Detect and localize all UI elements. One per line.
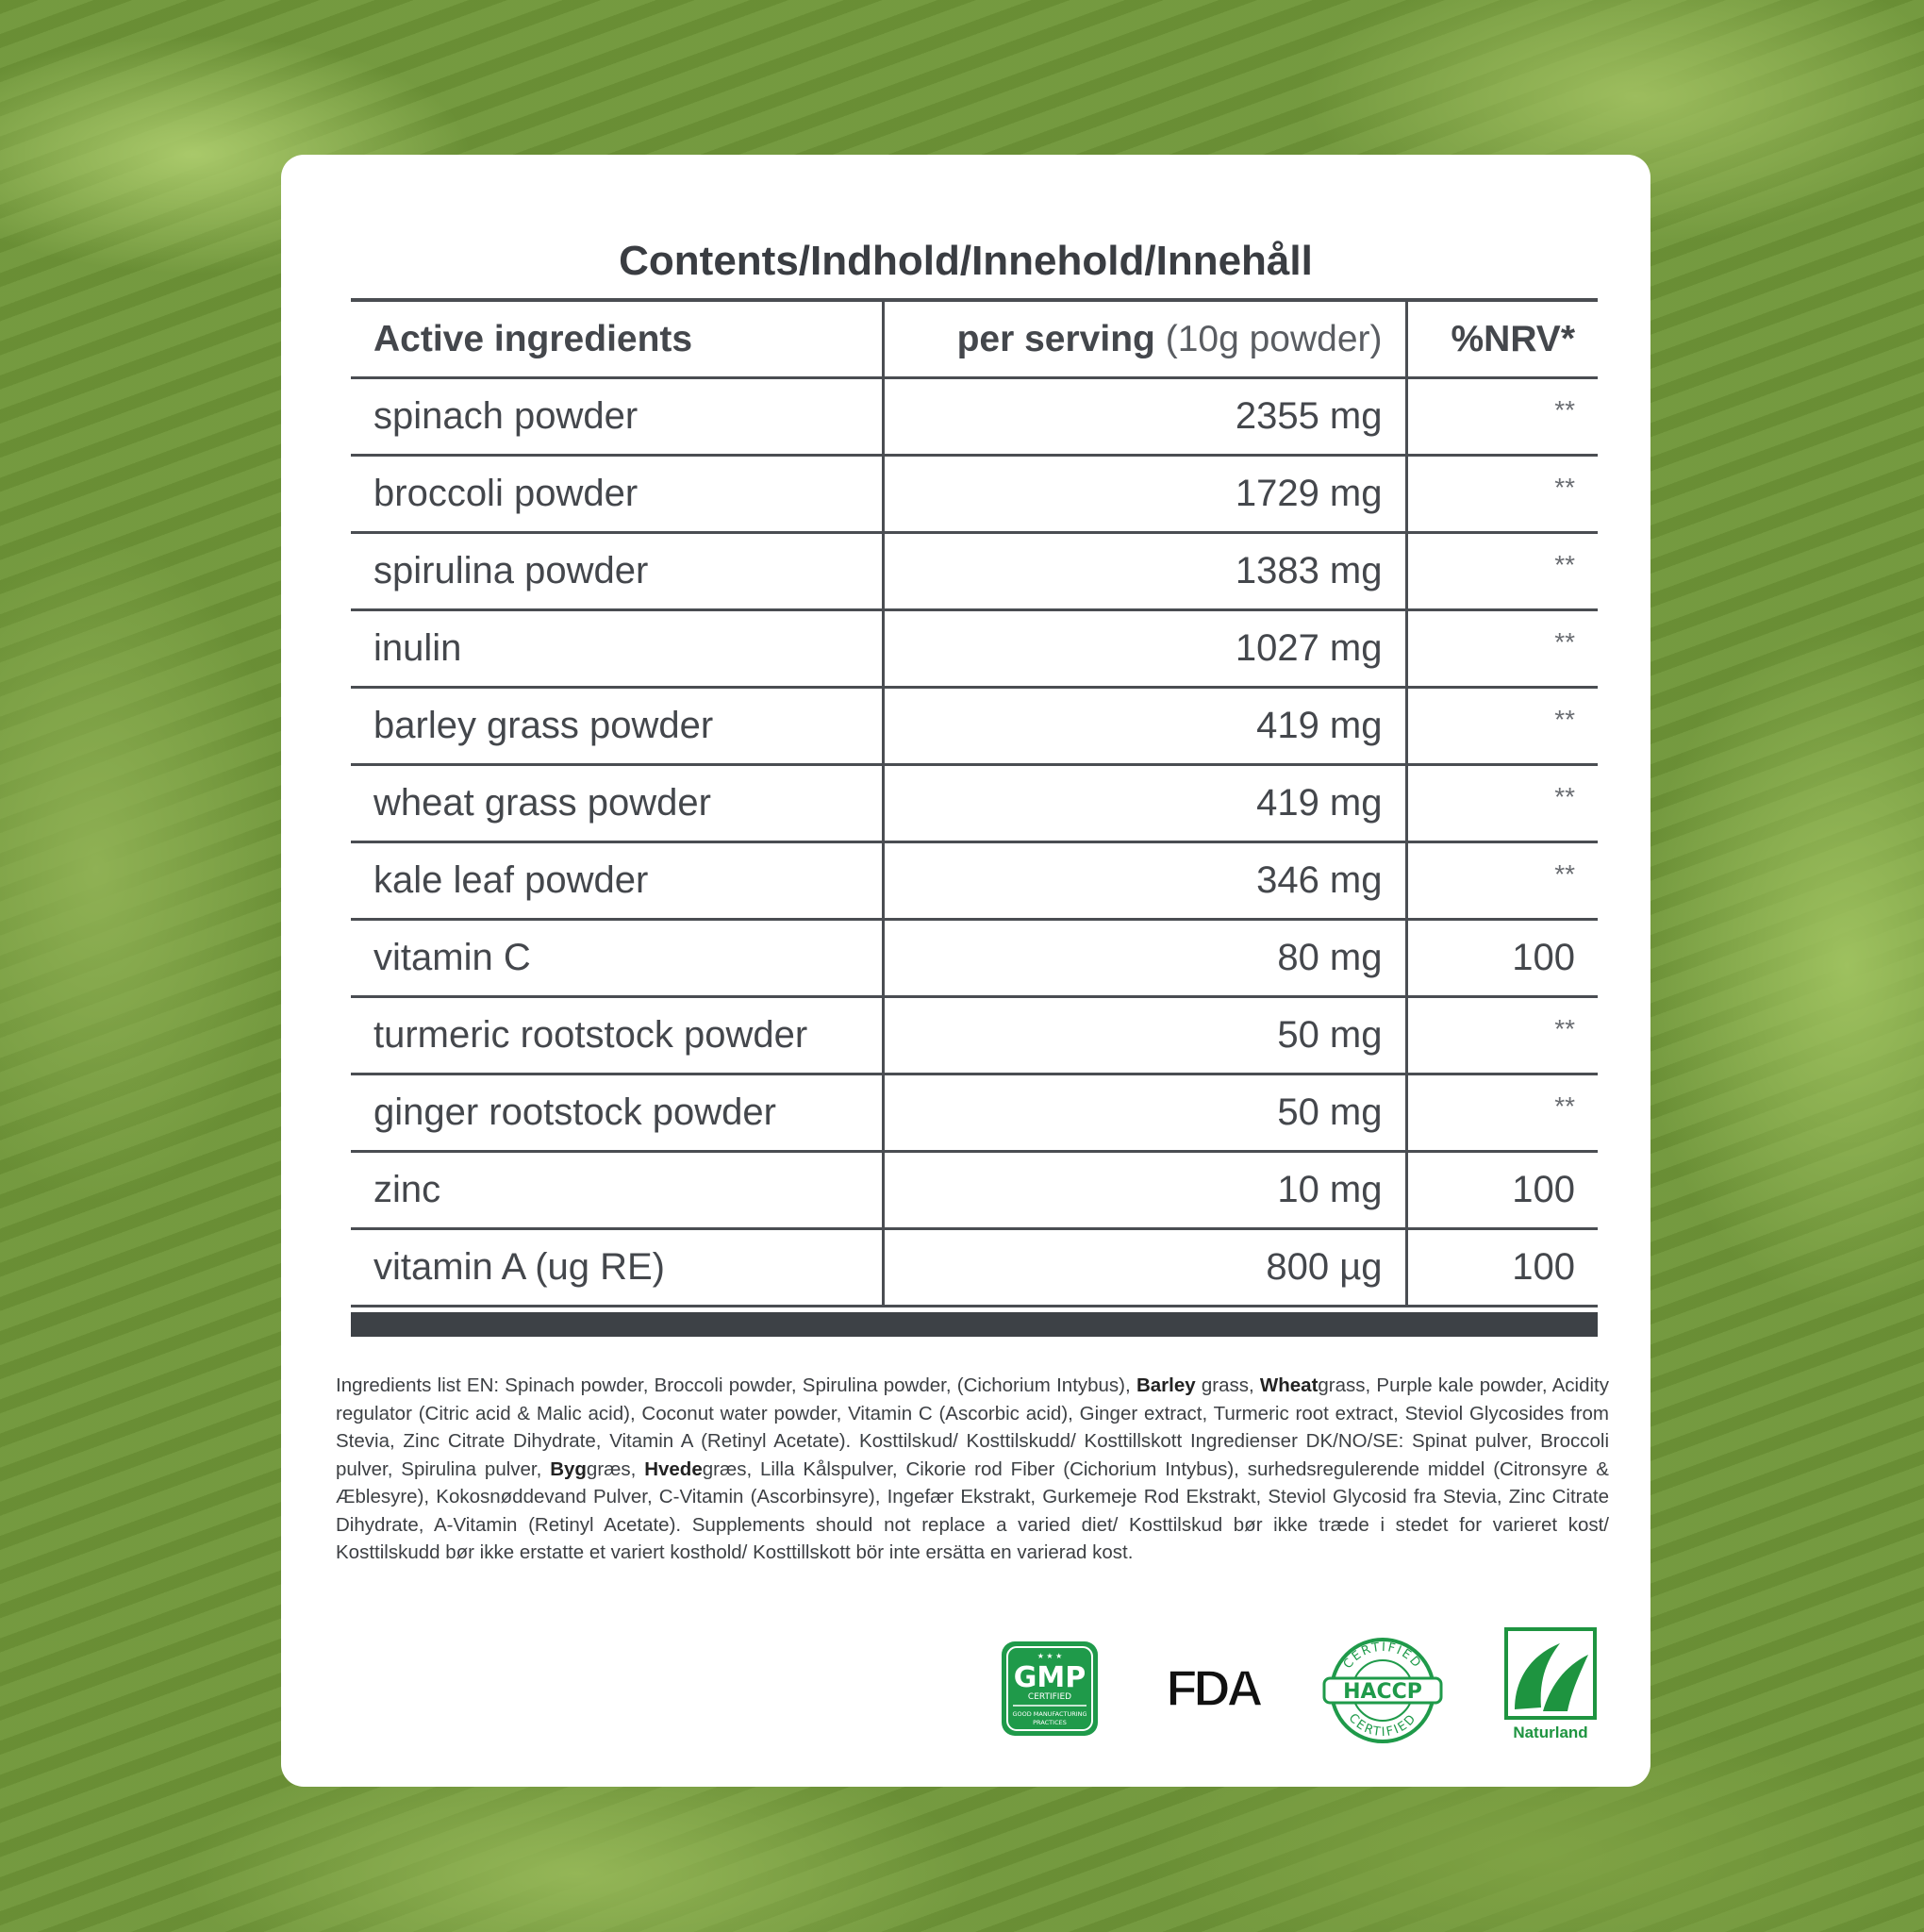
table-row	[351, 378, 1598, 456]
ingredient-name: ginger rootstock powder	[351, 1074, 883, 1152]
ingredient-amount: 1729 mg	[883, 456, 1406, 533]
header-per-serving: per serving (10g powder)	[883, 300, 1406, 378]
ingredient-nrv: **	[1406, 842, 1598, 920]
ingredient-amount: 800 µg	[883, 1229, 1406, 1307]
ingredient-name: spinach powder	[351, 378, 883, 456]
ingredient-name: kale leaf powder	[351, 842, 883, 920]
ingredient-name: vitamin A (ug RE)	[351, 1229, 883, 1307]
ingredient-amount: 10 mg	[883, 1152, 1406, 1229]
ingredient-nrv: **	[1406, 1074, 1598, 1152]
table-row	[351, 1229, 1598, 1307]
svg-text:CERTIFIED: CERTIFIED	[1027, 1692, 1072, 1702]
ingredient-amount: 80 mg	[883, 920, 1406, 997]
table-row	[351, 610, 1598, 688]
table-row	[351, 765, 1598, 842]
svg-text:CERTIFIED: CERTIFIED	[1340, 1640, 1425, 1673]
naturland-logo	[1503, 1626, 1598, 1743]
ingredient-amount: 2355 mg	[883, 378, 1406, 456]
ingredient-name: broccoli powder	[351, 456, 883, 533]
ingredients-list-text: Ingredients list EN: Spinach powder, Broccoli powder, Spirulina powder, (Cichorium Intybus), Barley grass, Wheatgrass, Purple kale powder, Acidity regulator (Citric acid & Malic acid), Coconut water powder, Vitamin C (Ascorbic acid), Ginger extract, Turmeric root extract, Steviol Glycosides from Stevia, Zinc Citrate Dihydrate, Vitamin A (Retinyl Acetate). Kosttilskud/ Kosttilskudd/ Kosttillskott Ingredienser DK/NO/SE: Spinat pulver, Broccoli pulver, Spirulina pulver, Byggræs, Hvedegræs, Lilla Kålspulver, Cikorie rod Fiber (Cichorium Intybus), surhedsregulerende middel (Citronsyre & Æblesyre), Kokosnøddevand Pulver, C-Vitamin (Ascorbinsyre), Ingefær Ekstrakt, Gurkemeje Rod Ekstrakt, Steviol Glycosid fra Stevia, Zinc Citrate Dihydrate, A-Vitamin (Retinyl Acetate). Supplements should not replace a varied diet/ Kosttilskud bør ikke træde i stedet for varieret kost/ Kosttilskudd bør ikke erstatte et variert kosthold/ Kosttillskott bör inte ersätta en varierad kost.	[336, 1374, 1609, 1563]
svg-text:HACCP: HACCP	[1343, 1680, 1422, 1704]
svg-text:PRACTICES: PRACTICES	[1033, 1719, 1067, 1726]
ingredient-nrv: **	[1406, 533, 1598, 610]
gmp-certified-logo	[1000, 1640, 1100, 1738]
ingredient-name: vitamin C	[351, 920, 883, 997]
table-footer-bar	[351, 1312, 1598, 1337]
ingredient-nrv: **	[1406, 378, 1598, 456]
ingredient-name: spirulina powder	[351, 533, 883, 610]
table-row	[351, 456, 1598, 533]
table-row	[351, 688, 1598, 765]
svg-text:GOOD MANUFACTURING: GOOD MANUFACTURING	[1012, 1710, 1087, 1718]
svg-text:★ ★ ★: ★ ★ ★	[1037, 1652, 1063, 1660]
ingredient-nrv: 100	[1406, 1229, 1598, 1307]
table-header-row	[351, 300, 1598, 378]
ingredient-amount: 1383 mg	[883, 533, 1406, 610]
ingredient-name: wheat grass powder	[351, 765, 883, 842]
ingredient-nrv: **	[1406, 456, 1598, 533]
ingredient-nrv: 100	[1406, 1152, 1598, 1229]
ingredient-name: inulin	[351, 610, 883, 688]
ingredient-name: turmeric rootstock powder	[351, 997, 883, 1074]
ingredient-name: barley grass powder	[351, 688, 883, 765]
table-row	[351, 842, 1598, 920]
header-nrv: %NRV*	[1406, 300, 1598, 378]
ingredient-nrv: **	[1406, 688, 1598, 765]
svg-text:CERTIFIED: CERTIFIED	[1345, 1710, 1420, 1740]
table-row	[351, 997, 1598, 1074]
ingredient-amount: 50 mg	[883, 1074, 1406, 1152]
contents-card	[281, 155, 1650, 1787]
svg-text:FDA: FDA	[1166, 1660, 1260, 1717]
ingredient-nrv: **	[1406, 610, 1598, 688]
header-active-ingredients: Active ingredients	[351, 300, 883, 378]
haccp-certified-logo	[1319, 1636, 1447, 1745]
ingredient-nrv: **	[1406, 997, 1598, 1074]
ingredient-amount: 50 mg	[883, 997, 1406, 1074]
ingredient-nrv: **	[1406, 765, 1598, 842]
svg-text:Naturland: Naturland	[1513, 1724, 1588, 1741]
contents-title: Contents/Indhold/Innehold/Innehåll	[619, 238, 1313, 284]
svg-text:GMP: GMP	[1013, 1661, 1086, 1694]
fda-logo	[1156, 1660, 1269, 1717]
table-row	[351, 533, 1598, 610]
ingredient-amount: 419 mg	[883, 765, 1406, 842]
ingredient-nrv: 100	[1406, 920, 1598, 997]
table-row	[351, 920, 1598, 997]
ingredient-amount: 1027 mg	[883, 610, 1406, 688]
ingredient-amount: 419 mg	[883, 688, 1406, 765]
table-row	[351, 1152, 1598, 1229]
ingredient-name: zinc	[351, 1152, 883, 1229]
table-row	[351, 1074, 1598, 1152]
ingredient-amount: 346 mg	[883, 842, 1406, 920]
ingredients-table	[351, 298, 1598, 1307]
